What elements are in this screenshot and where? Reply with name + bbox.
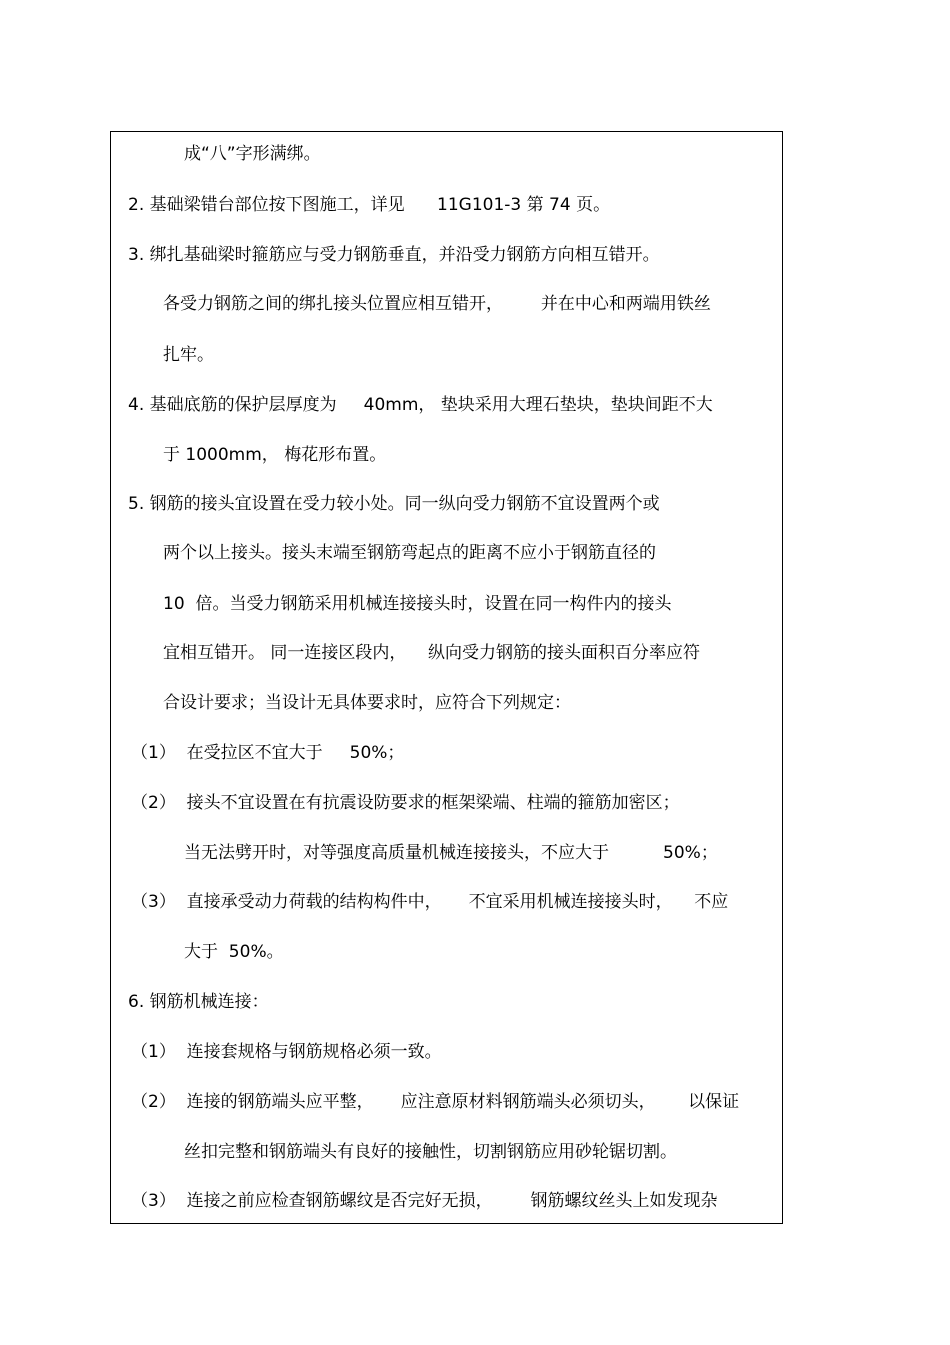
text-line: 6. 钢筋机械连接： [128, 992, 269, 1012]
text-line: 各受力钢筋之间的绑扎接头位置应相互错开， 并在中心和两端用铁丝 [163, 294, 711, 314]
list-item: （3） 直接承受动力荷载的结构构件中， 不宜采用机械连接接头时， 不应 [131, 892, 729, 912]
text-line: 宜相互错开。 同一连接区段内， 纵向受力钢筋的接头面积百分率应符 [163, 643, 701, 663]
text-line: 2. 基础梁错台部位按下图施工，详见 11G101-3 第 74 页。 [128, 195, 611, 215]
text-line: 5. 钢筋的接头宜设置在受力较小处。同一纵向受力钢筋不宜设置两个或 [128, 494, 660, 514]
text-line: 两个以上接头。接头末端至钢筋弯起点的距离不应小于钢筋直径的 [163, 543, 656, 563]
list-item: （2） 接头不宜设置在有抗震设防要求的框架梁端、柱端的箍筋加密区； [131, 793, 680, 813]
list-item: （1） 连接套规格与钢筋规格必须一致。 [131, 1042, 442, 1062]
text-line: 丝扣完整和钢筋端头有良好的接触性，切割钢筋应用砂轮锯切割。 [184, 1142, 677, 1162]
text-line: 大于 50%。 [184, 942, 284, 962]
text-line: 3. 绑扎基础梁时箍筋应与受力钢筋垂直，并沿受力钢筋方向相互错开。 [128, 245, 660, 265]
text-line: 10 倍。当受力钢筋采用机械连接接头时，设置在同一构件内的接头 [163, 594, 672, 614]
text-line: 成“八”字形满绑。 [184, 144, 321, 164]
list-item: （3） 连接之前应检查钢筋螺纹是否完好无损， 钢筋螺纹丝头上如发现杂 [131, 1191, 718, 1211]
list-item: （1） 在受拉区不宜大于 50%； [131, 743, 405, 763]
text-line: 合设计要求；当设计无具体要求时，应符合下列规定： [163, 693, 571, 713]
text-line: 当无法劈开时，对等强度高质量机械连接接头，不应大于 50%； [184, 843, 718, 863]
text-line: 4. 基础底筋的保护层厚度为 40mm， 垫块采用大理石垫块，垫块间距不大 [128, 395, 713, 415]
text-line: 扎牢。 [163, 345, 214, 365]
text-line: 于 1000mm， 梅花形布置。 [163, 445, 387, 465]
list-item: （2） 连接的钢筋端头应平整， 应注意原材料钢筋端头必须切头， 以保证 [131, 1092, 740, 1112]
